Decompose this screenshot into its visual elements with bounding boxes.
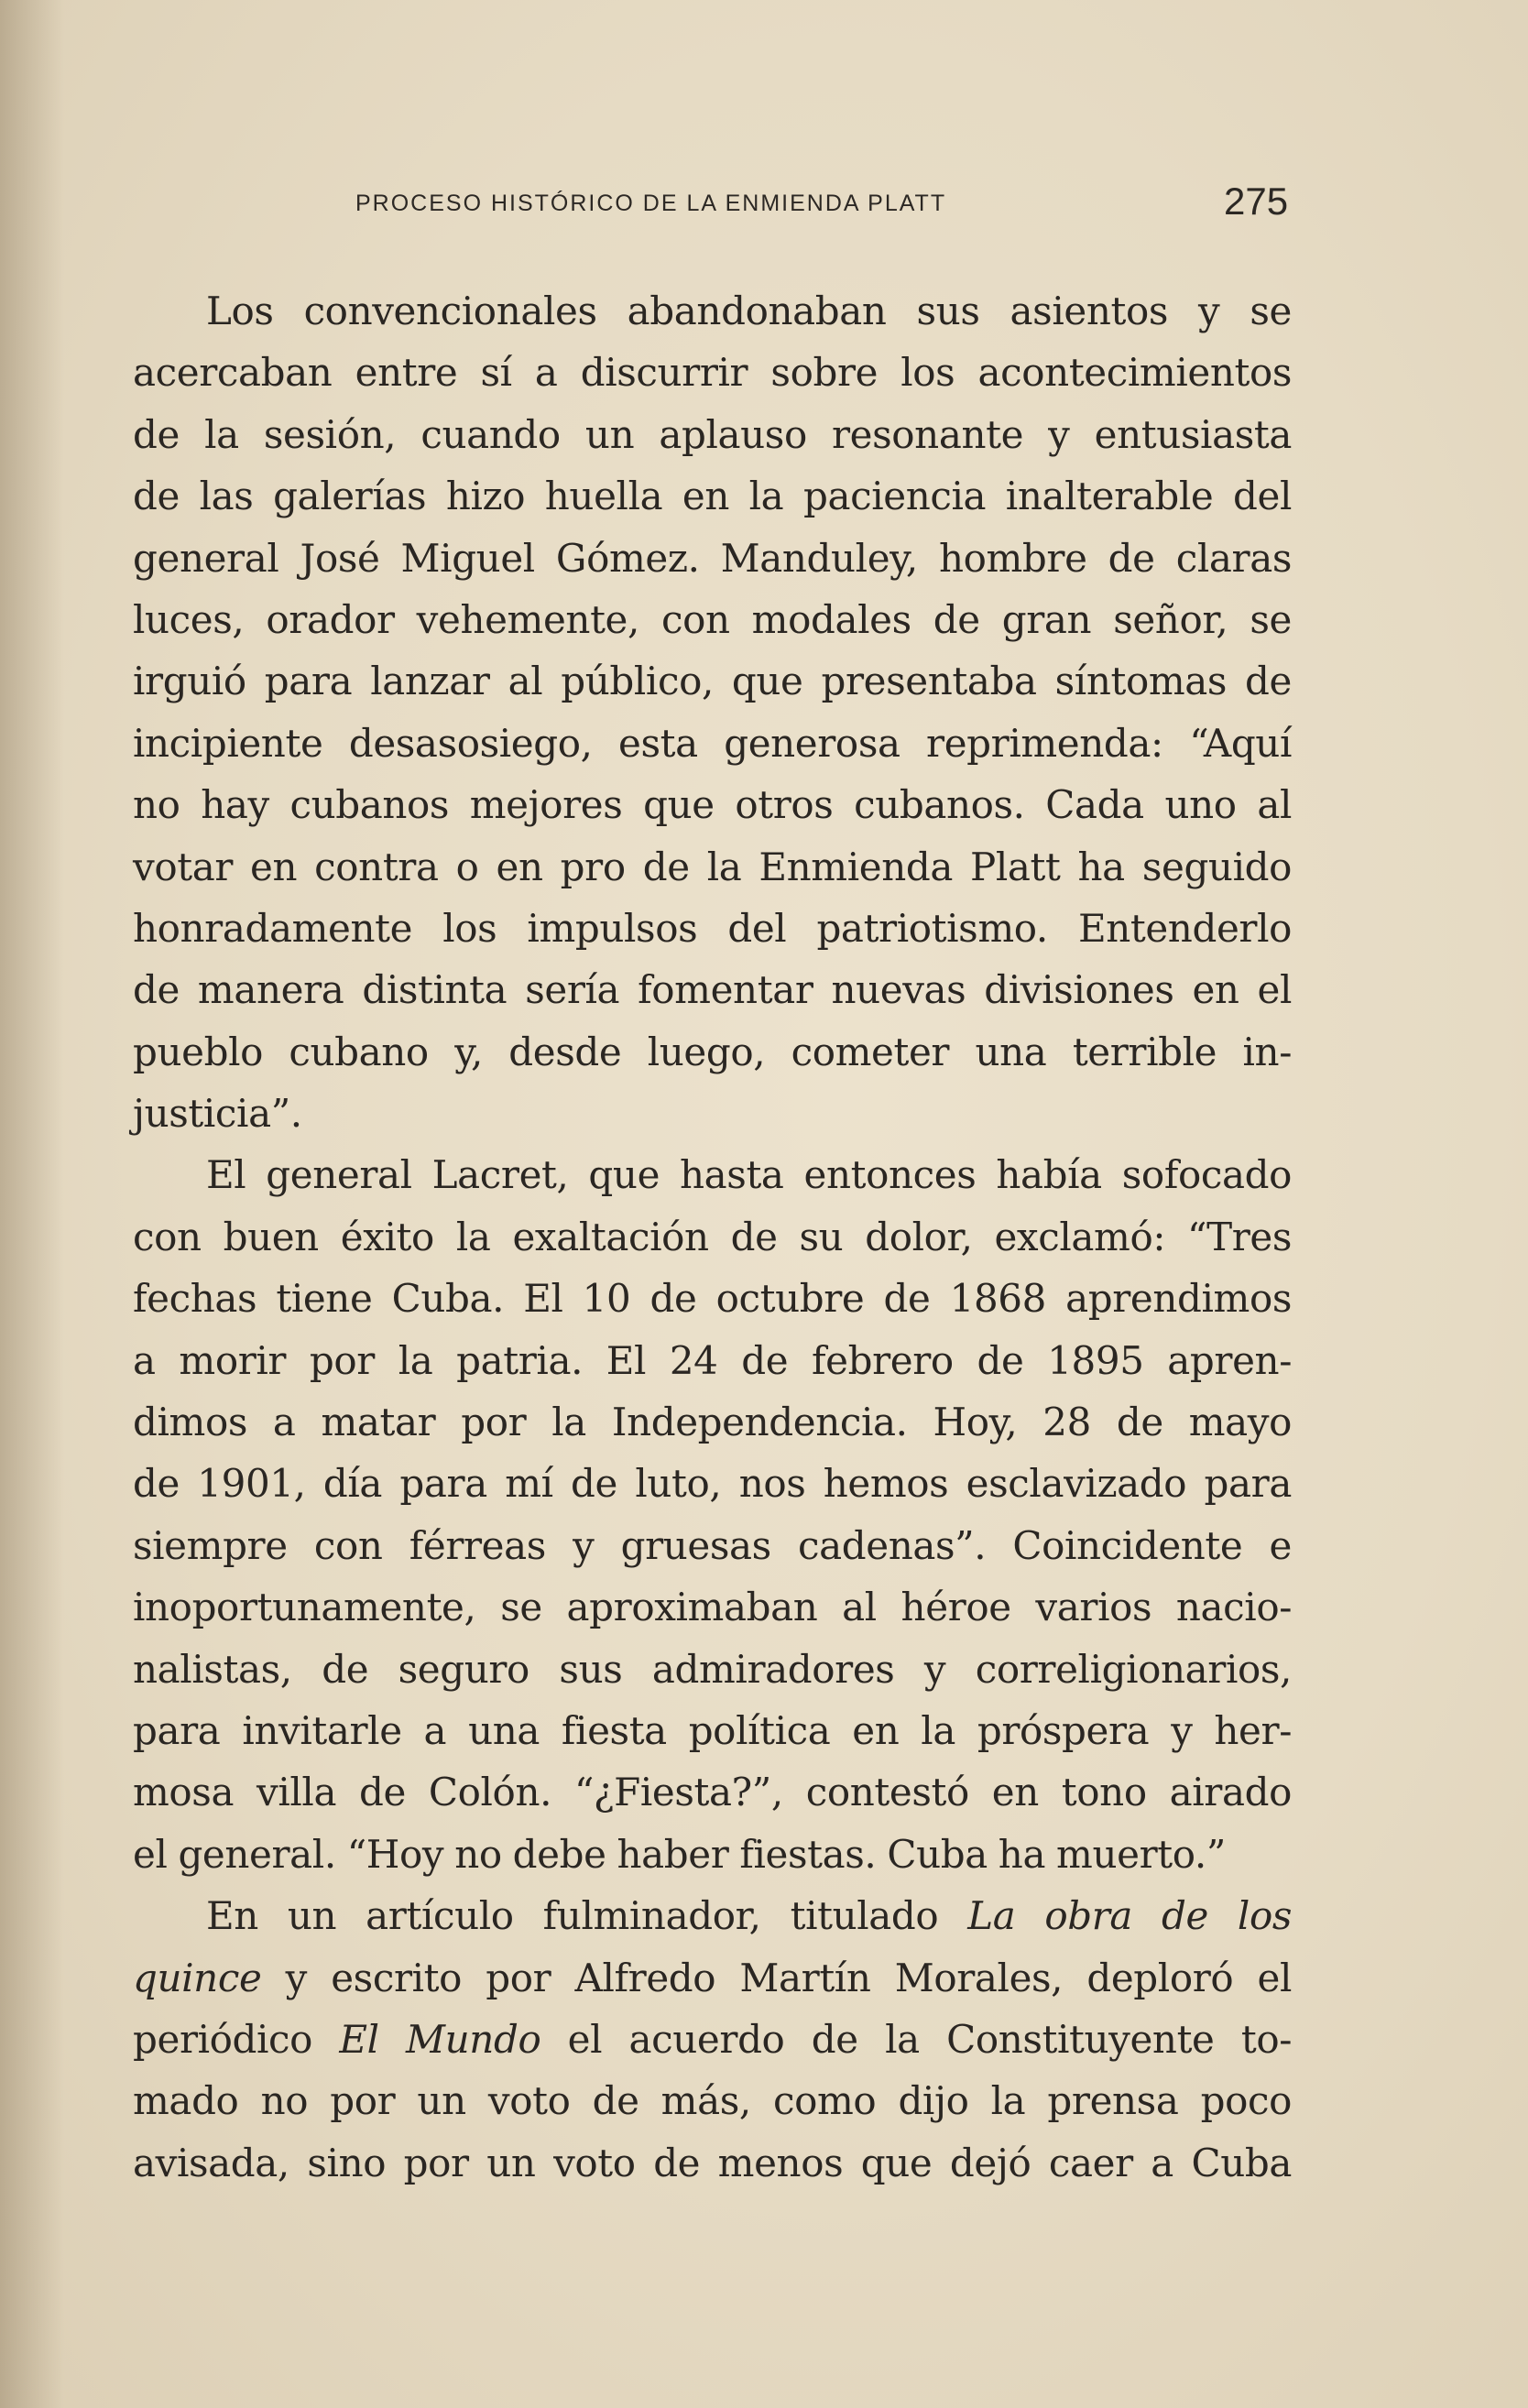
italic-title: quince [133,1955,262,2000]
text-line [133,1885,1292,1946]
text-line: mosa villa de Colón. “¿Fiesta?”, contestó en tono airado [133,1770,1292,1815]
text-line: acercaban entre sí a discurrir sobre los acontecimientos [133,350,1292,396]
text-line: para invitarle a una fiesta política en la próspera y her- [133,1707,1292,1753]
text-line: no hay cubanos mejores que otros cubanos. Cada uno al [133,782,1292,828]
text-line: dimos a matar por la Independencia. Hoy, 28 de mayo [133,1400,1292,1445]
text-run: periódico [133,2016,340,2062]
text-line: incipiente desasosiego, esta generosa reprimenda: “Aquí [133,720,1292,766]
text-line: nalistas, de seguro sus admiradores y correligionarios, [133,1646,1292,1692]
page-number: 275 [1224,180,1289,223]
italic-newspaper-name: El Mundo [339,2016,541,2062]
paragraph-3 [133,1885,1292,2194]
paragraph-1 [133,280,1292,1144]
text-line: Los convencionales abandonaban sus asientos y se [206,289,1292,333]
running-head: PROCESO HISTÓRICO DE LA ENMIENDA PLATT [355,191,947,216]
text-run: En un artículo fulminador, titulado [206,1893,968,1939]
text-line: de 1901, día para mí de luto, nos hemos esclavizado para [133,1461,1292,1507]
text-line: con buen éxito la exaltación de su dolor, exclamó: “Tres [133,1214,1292,1259]
body-text [133,280,1292,2194]
gutter-shadow [0,0,64,2408]
text-line: de manera distinta sería fomentar nuevas divisiones en el [133,967,1292,1013]
text-line: honradamente los impulsos del patriotismo. Entenderlo [133,905,1292,951]
text-line: a morir por la patria. El 24 de febrero de 1895 apren- [133,1337,1292,1383]
text-line: de la sesión, cuando un aplauso resonante y entusiasta [133,411,1292,457]
text-line [133,1947,1292,2009]
text-line: El general Lacret, que hasta entonces había sofocado [206,1152,1292,1198]
text-line: fechas tiene Cuba. El 10 de octubre de 1868 aprendimos [133,1276,1292,1322]
text-line: mado no por un voto de más, como dijo la prensa poco [133,2078,1292,2124]
text-line: irguió para lanzar al público, que presentaba síntomas de [133,659,1292,704]
italic-title: La obra de los [967,1893,1293,1939]
text-line [133,2009,1292,2070]
text-line: general José Miguel Gómez. Manduley, hombre de claras [133,535,1292,581]
text-line: el general. “Hoy no debe haber fiestas. Cuba ha muerto.” [133,1831,1226,1877]
text-line: avisada, sino por un voto de menos que dejó caer a Cuba [133,2140,1292,2185]
text-line: inoportunamente, se aproximaban al héroe varios nacio- [133,1585,1292,1630]
text-line: siempre con férreas y gruesas cadenas”. Coincidente e [133,1522,1292,1568]
text-line: pueblo cubano y, desde luego, cometer una terrible in- [133,1029,1292,1074]
text-line: justicia”. [133,1091,302,1137]
text-line: luces, orador vehemente, con modales de gran señor, se [133,596,1292,642]
text-line: votar en contra o en pro de la Enmienda Platt ha seguido [133,844,1292,889]
text-run: el acuerdo de la Constituyente to- [540,2016,1293,2062]
paragraph-2 [133,1144,1292,1885]
text-line: de las galerías hizo huella en la paciencia inalterable del [133,474,1292,519]
text-run: y escrito por Alfredo Martín Morales, deploró el [261,1955,1292,2000]
